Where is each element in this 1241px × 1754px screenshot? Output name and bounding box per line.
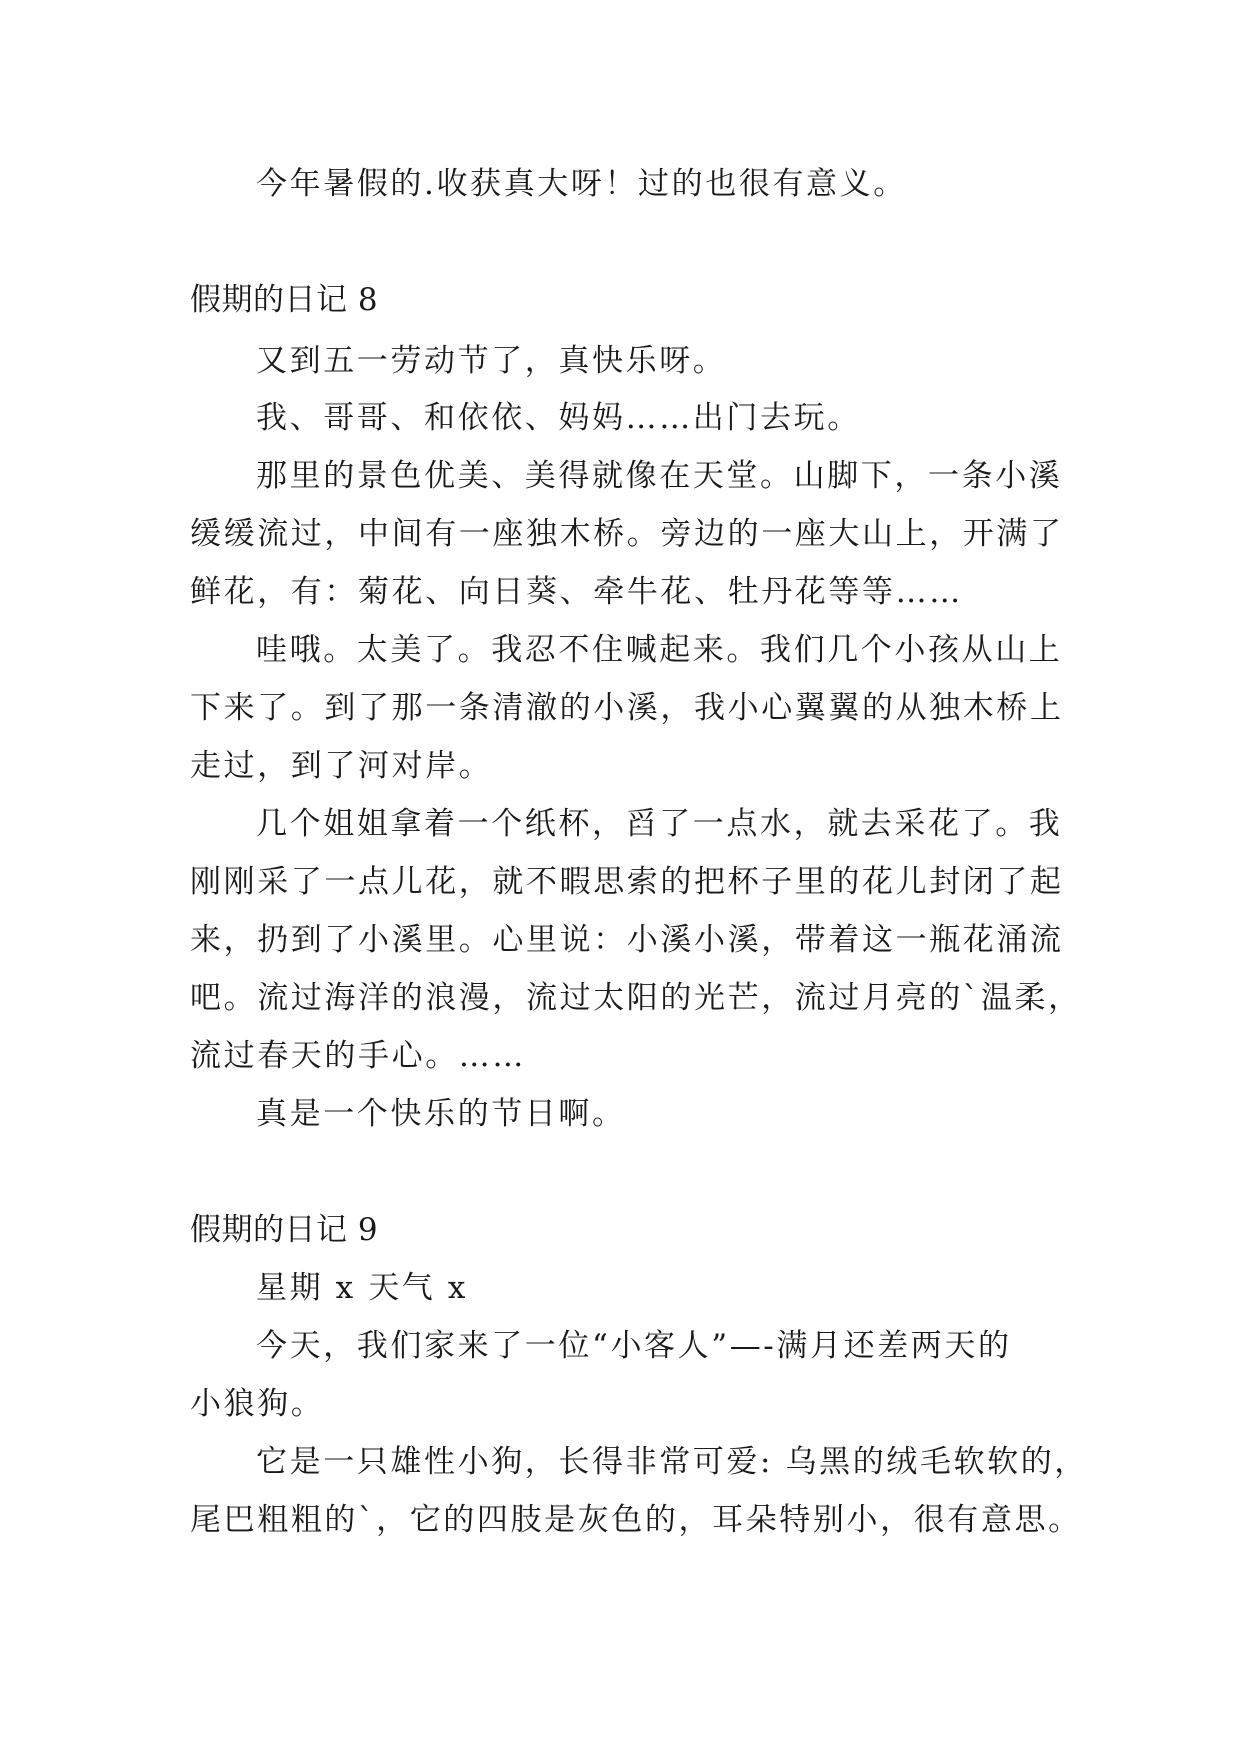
paragraph-line: 流过春天的手心。…… (190, 1038, 526, 1074)
paragraph-line: 尾巴粗粗的`，它的四肢是灰色的，耳朵特别小，很有意思。 (190, 1502, 1082, 1538)
paragraph-line: 它是一只雄性小狗，长得非常可爱: 乌黑的绒毛软软的， (256, 1444, 1088, 1480)
paragraph-line: 又到五一劳动节了，真快乐呀。 (256, 343, 727, 379)
section-heading: 假期的日记 8 (190, 282, 379, 318)
paragraph-line: 我、哥哥、和依依、妈妈……出门去玩。 (256, 400, 861, 436)
paragraph-line: 星期 x 天气 x (256, 1270, 468, 1306)
paragraph-line: 真是一个快乐的节日啊。 (256, 1096, 626, 1132)
paragraph-line: 缓缓流过，中间有一座独木桥。旁边的一座大山上，开满了 (190, 516, 1064, 552)
paragraph-line: 下来了。到了那一条清澈的小溪，我小心翼翼的从独木桥上 (190, 690, 1064, 726)
section-heading: 假期的日记 9 (190, 1212, 379, 1248)
paragraph-line: 小狼狗。 (190, 1386, 325, 1422)
paragraph-line: 刚刚采了一点儿花，就不暇思索的把杯子里的花儿封闭了起 (190, 864, 1064, 900)
paragraph-line: 几个姐姐拿着一个纸杯，舀了一点水，就去采花了。我 (256, 806, 1063, 842)
paragraph-line: 那里的景色优美、美得就像在天堂。山脚下，一条小溪 (256, 458, 1063, 494)
paragraph-line: 今年暑假的.收获真大呀！过的也很有意义。 (256, 166, 907, 202)
paragraph-line: 走过，到了河对岸。 (190, 748, 493, 784)
paragraph-line: 今天，我们家来了一位“小客人”—-满月还差两天的 (256, 1328, 1012, 1364)
paragraph-line: 鲜花，有：菊花、向日葵、牵牛花、牡丹花等等…… (190, 574, 963, 610)
paragraph-line: 吧。流过海洋的浪漫，流过太阳的光芒，流过月亮的`温柔， (190, 980, 1082, 1016)
paragraph-line: 哇哦。太美了。我忍不住喊起来。我们几个小孩从山上 (256, 632, 1063, 668)
paragraph-line: 来，扔到了小溪里。心里说：小溪小溪，带着这一瓶花涌流 (190, 922, 1064, 958)
